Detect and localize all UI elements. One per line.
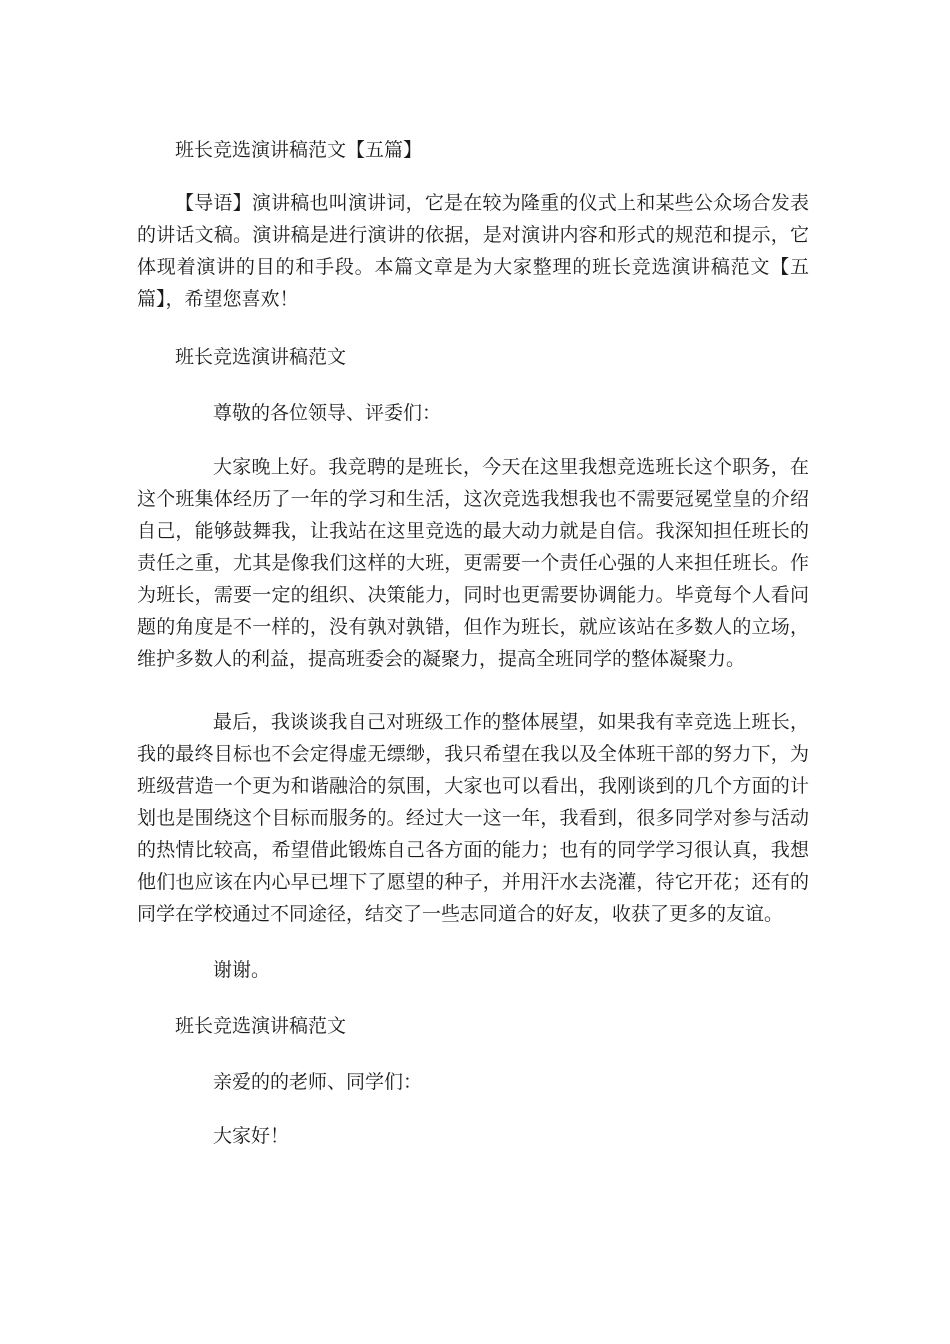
section-2-salutation: 亲爱的的老师、同学们： (213, 1071, 423, 1093)
intro-paragraph: 【导语】演讲稿也叫演讲词，它是在较为隆重的仪式上和某些公众场合发表的讲话文稿。演讲稿是进行演讲的依据，是对演讲内容和形式的规范和提示，它体现着演讲的目的和手段。本篇文章是为大家整理的班长竞选演讲稿范文【五篇】，希望您喜欢！ (137, 192, 809, 310)
section-2-heading: 班长竞选演讲稿范文 (175, 1015, 347, 1037)
section-1-paragraph-2: 最后，我谈谈我自己对班级工作的整体展望，如果我有幸竞选上班长，我的最终目标也不会定得虚无缥缈，我只希望在我以及全体班干部的努力下，为班级营造一个更为和谐融洽的氛围，大家也可以看出，我刚谈到的几个方面的计划也是围绕这个目标而服务的。经过大一这一年，我看到，很多同学对参与活动的热情比较高，希望借此锻炼自己各方面的能力；也有的同学学习很认真，我想他们也应该在内心早已埋下了愿望的种子，并用汗水去浇灌，待它开花；还有的同学在学校通过不同途径，结交了一些志同道合的好友，收获了更多的友谊。 (137, 711, 809, 925)
section-1-salutation: 尊敬的各位领导、评委们： (213, 402, 442, 424)
section-1-paragraph-1: 大家晚上好。我竞聘的是班长，今天在这里我想竞选班长这个职务，在这个班集体经历了一年的学习和生活，这次竞选我想我也不需要冠冕堂皇的介绍自己，能够鼓舞我，让我站在这里竞选的最大动力就是自信。我深知担任班长的责任之重，尤其是像我们这样的大班，更需要一个责任心强的人来担任班长。作为班长，需要一定的组织、决策能力，同时也更需要协调能力。毕竟每个人看问题的角度是不一样的，没有孰对孰错，但作为班长，就应该站在多数人的立场，维护多数人的利益，提高班委会的凝聚力，提高全班同学的整体凝聚力。 (137, 456, 809, 670)
section-2-greeting: 大家好！ (213, 1125, 290, 1147)
document-title: 班长竞选演讲稿范文【五篇】 (175, 139, 423, 161)
section-1-heading: 班长竞选演讲稿范文 (175, 346, 347, 368)
section-1-closing: 谢谢。 (213, 959, 271, 981)
